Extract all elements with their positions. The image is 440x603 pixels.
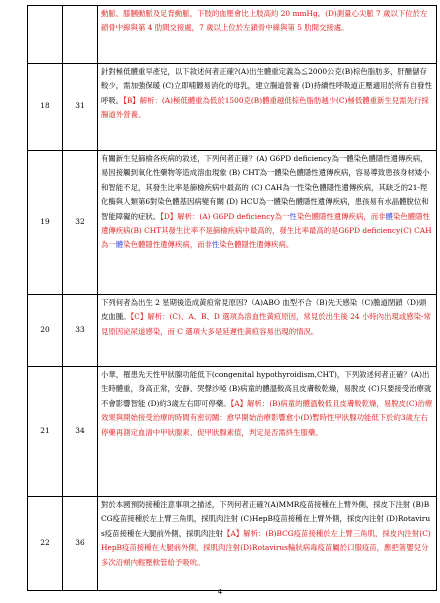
question-cell (98, 497, 437, 591)
answer-fragment: 染色體隱性遺傳疾病，而非 (123, 240, 212, 250)
question-cell (98, 64, 437, 151)
index-cell (28, 6, 63, 64)
index-cell: 19 (28, 151, 63, 295)
question-number-cell (63, 6, 98, 64)
page-number: 4 (217, 588, 223, 596)
index-cell: 22 (28, 497, 63, 591)
question-text: 小華，罹患先天性甲狀腺功能低下(congenital hypothyroidism,CHT)，下列敘述何者正確？(A)出生時體重，身高正常，安靜、哭聲沙啞 (B)病童的體溫較高且皮膚較乾燥，易脫皮 (C)只要接受治療就不會影響智能 (D)約3歲左右即可停藥。 (101, 370, 432, 408)
answer-tag: 【A】 (230, 398, 248, 408)
question-number-cell: 31 (63, 64, 98, 151)
answer-explanation: 解析：(A)極低體重為低於1500克(B)體重越低棕色脂肪越少(C)極低體重新生兒需先行採腸道外營養。 (101, 95, 429, 120)
question-text: 下列何者為出生 2 星期後造成黃疸常見原因?（A)ABO 血型不合（B)先天感染（C)膽道閉鎖（D)頭皮血腫。 (101, 298, 427, 322)
answer-tag: 【A】 (223, 528, 244, 538)
table-row (28, 367, 437, 497)
question-cell (98, 295, 437, 367)
answer-explanation: 解析：(B)BCG疫苗接種於左上臂三角肌，採皮內注射(C)HepB疫苗接種在大腿前外側，採肌肉注射(D)Rotavirus輪狀病毒疫苗屬於口服疫苗，應把箸嬰兒分多次沿頰内輕壓軟管給予吸吮。 (101, 528, 431, 567)
question-text: 有關新生兒篩檢各疾病的敘述，下列何者正確？(A) G6PD deficiency為一體染色體隱性遺傳疾病，易因接觸到氧化性藥物等造成溶血現象 (B) CHT為一體染色體隱性遺傳疾病，容易導致患孩身材矮小和智能不足，其發生比率是篩檢疾病中最高的 (C) CAH為一性染色體隱性遺傳疾病，其缺乏的21-羥化酶與人類第6對染色體基因病變有關 (D) HCU為一體染色體隱性遺傳疾病，患孩易有水晶體脫位和智能障礙的症狀。 (101, 154, 430, 221)
question-table (27, 5, 437, 591)
index-cell: 18 (28, 64, 63, 151)
question-text: 對於本國預防接種注意事項之描述，下列何者正確?(A)MMR疫苗接種在上臂外側，採皮下注射 (B)BCG疫苗接種於左上臂三角肌，採肌肉注射 (C)HepB疫苗接種在上臂外側，採皮內注射 (D)Rotavirus疫苗接種在大腿前外側，採肌肉注射 (101, 500, 431, 538)
question-text: 針對極低體重早產兒，以下敘述何者正確?(A)出生體重定義為≦2000公克(B)棕色脂肪多，肝醣儲存較少，需加強保暖 (C)立即哺餵易消化的母乳，建立腸道營養 (D)持續性呼吸道正壓適用於所有自發性呼吸。 (101, 67, 432, 105)
question-number-cell: 36 (63, 497, 98, 591)
table-row-fragment (28, 6, 437, 64)
answer-fragment: 染色體隱性遺傳疾病，而非 (296, 211, 386, 221)
answer-explanation: 解析：(C)、A、B、D 選項為溶血性黃疸原因，常見於出生後 24 小時內出現或感染-常見原因泌尿道感染，而 C 選項大多是延遲性黃疸容易出現的情況。 (101, 312, 431, 336)
answer-fragment: 解析：(A) G6PD deficiency為一 (177, 211, 290, 221)
answer-continuation: 動脈、膝膕動脈及足背動脈，下肢的血壓會比上肢高約 20 mmHg。(D)測量心尖脈 7 歲以下位於左鎖骨中線與第 4 肋間交接處，7 歲以上位於左鎖骨中線與第 5 肋間交接處。 (98, 6, 437, 64)
question-number-cell: 32 (63, 151, 98, 295)
answer-fragment: 染色體隱性遺傳疾病(B) CHT其發生比率不是篩檢疾病中最高的，發生比率最高的是G6PD deficiency(C) CAH為一 (101, 211, 432, 250)
answer-tag: 【D】 (160, 211, 178, 221)
answer-tag: 【B】 (123, 95, 140, 105)
question-cell (98, 151, 437, 295)
table-row (28, 151, 437, 295)
answer-fragment: 染色體隱性遺傳疾病。 (219, 240, 294, 250)
table-row (28, 295, 437, 367)
question-cell (98, 367, 437, 497)
answer-fragment: 性 (289, 211, 297, 221)
answer-fragment: 體 (385, 211, 393, 221)
index-cell: 21 (28, 367, 63, 497)
question-number-cell: 33 (63, 295, 98, 367)
question-number-cell: 34 (63, 367, 98, 497)
answer-explanation: 解析：(B)病童的體溫較低且皮膚較乾燥，易脫皮(C)治療效果與開始接受治療的時間有密切關：愈早開始治療影響愈小(D)暫時性甲狀腺功能低下於約3歲左右停藥再測定血清中甲狀腺素、促甲狀腺素值，判定是否需終生服藥。 (101, 398, 433, 437)
table-row (28, 497, 437, 591)
answer-fragment: 體 (115, 240, 124, 250)
index-cell: 20 (28, 295, 63, 367)
answer-fragment: 性 (211, 240, 220, 250)
answer-tag: 【C】 (130, 312, 148, 322)
table-row (28, 64, 437, 151)
